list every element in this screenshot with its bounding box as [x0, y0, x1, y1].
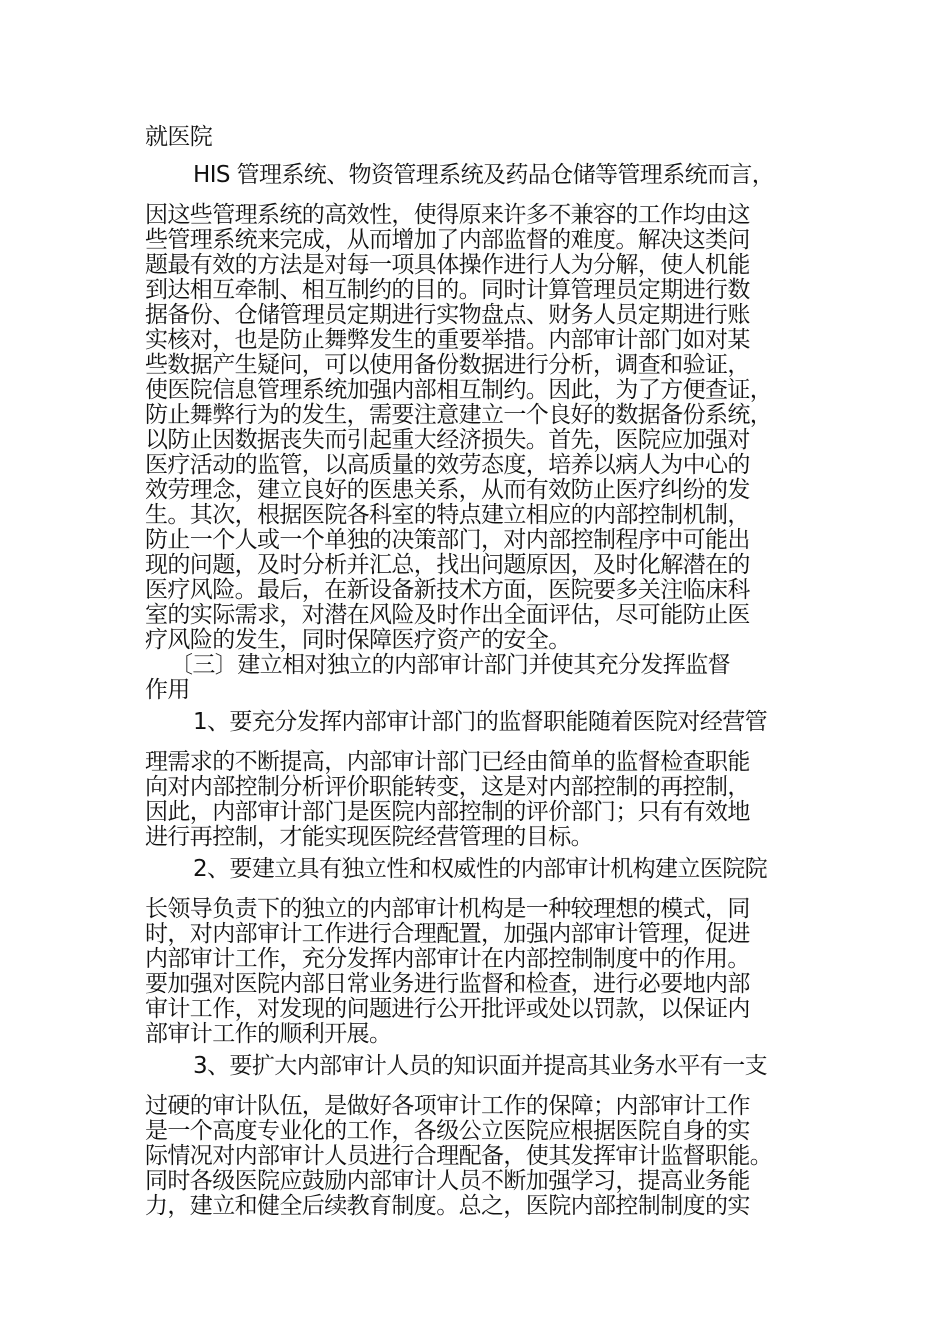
paragraph-line: 内部审计工作，充分发挥内部审计在内部控制制度中的作用。 [145, 946, 750, 972]
item-lead: 1、要充分发挥内部审计部门的监督职能随着医院对经营管 [193, 709, 768, 735]
paragraph-line: 向对内部控制分析评价职能转变，这是对内部控制的再控制， [145, 774, 750, 800]
paragraph-line: 医疗活动的监管，以高质量的效劳态度，培养以病人为中心的 [145, 452, 750, 478]
paragraph-line: 因这些管理系统的高效性，使得原来许多不兼容的工作均由这 [145, 202, 750, 228]
paragraph-line: 题最有效的方法是对每一项具体操作进行人为分解，使人机能 [145, 252, 750, 278]
item-lead: 2、要建立具有独立性和权威性的内部审计机构建立医院院 [193, 856, 768, 882]
paragraph-line: 使医院信息管理系统加强内部相互制约。因此，为了方便查证， [145, 377, 773, 403]
paragraph-line: 医疗风险。最后，在新设备新技术方面，医院要多关注临床科 [145, 577, 750, 603]
paragraph-line: 同时各级医院应鼓励内部审计人员不断加强学习，提高业务能 [145, 1168, 750, 1194]
paragraph-line: 些数据产生疑问，可以使用备份数据进行分析，调查和验证， [145, 352, 750, 378]
paragraph-line: 进行再控制，才能实现医院经营管理的目标。 [145, 824, 594, 850]
paragraph-line: 疗风险的发生，同时保障医疗资产的安全。 [145, 627, 571, 653]
paragraph-line: 力，建立和健全后续教育制度。总之，医院内部控制制度的实 [145, 1193, 750, 1219]
paragraph-line: 防止一个人或一个单独的决策部门，对内部控制程序中可能出 [145, 527, 750, 553]
paragraph-line: 际情况对内部审计人员进行合理配备，使其发挥审计监督职能。 [145, 1143, 773, 1169]
paragraph-line: 部审计工作的顺利开展。 [145, 1021, 392, 1047]
paragraph-line: 室的实际需求，对潜在风险及时作出全面评估，尽可能防止医 [145, 602, 750, 628]
paragraph-line: 效劳理念，建立良好的医患关系，从而有效防止医疗纠纷的发 [145, 477, 750, 503]
paragraph-line: 是一个高度专业化的工作，各级公立医院应根据医院自身的实 [145, 1118, 750, 1144]
paragraph-line: 防止舞弊行为的发生，需要注意建立一个良好的数据备份系统， [145, 402, 773, 428]
heading-fragment: 就医院 [145, 124, 213, 150]
paragraph-line: 因此，内部审计部门是医院内部控制的评价部门；只有有效地 [145, 799, 750, 825]
paragraph-line: 理需求的不断提高，内部审计部门已经由简单的监督检查职能 [145, 749, 750, 775]
paragraph-line: 实核对，也是防止舞弊发生的重要举措。内部审计部门如对某 [145, 327, 750, 353]
paragraph-line: 以防止因数据丧失而引起重大经济损失。首先，医院应加强对 [145, 427, 750, 453]
paragraph-line: 生。其次，根据医院各科室的特点建立相应的内部控制机制， [145, 502, 750, 528]
section-heading: 〔三〕建立相对独立的内部审计部门并使其充分发挥监督 [170, 652, 731, 678]
paragraph-line: 审计工作，对发现的问题进行公开批评或处以罚款，以保证内 [145, 996, 750, 1022]
paragraph-line: 据备份、仓储管理员定期进行实物盘点、财务人员定期进行账 [145, 302, 750, 328]
paragraph-line: 时，对内部审计工作进行合理配置，加强内部审计管理，促进 [145, 921, 750, 947]
paragraph-line: 到达相互牵制、相互制约的目的。同时计算管理员定期进行数 [145, 277, 750, 303]
paragraph-line: 些管理系统来完成，从而增加了内部监督的难度。解决这类问 [145, 227, 750, 253]
section-heading-continued: 作用 [145, 677, 190, 703]
paragraph-line: 要加强对医院内部日常业务进行监督和检查，进行必要地内部 [145, 971, 750, 997]
paragraph-line: 过硬的审计队伍，是做好各项审计工作的保障；内部审计工作 [145, 1093, 750, 1119]
paragraph-lead: HIS 管理系统、物资管理系统及药品仓储等管理系统而言， [193, 162, 775, 188]
paragraph-line: 长领导负责下的独立的内部审计机构是一种较理想的模式，同 [145, 896, 750, 922]
item-lead: 3、要扩大内部审计人员的知识面并提高其业务水平有一支 [193, 1053, 768, 1079]
paragraph-line: 现的问题，及时分析并汇总，找出问题原因，及时化解潜在的 [145, 552, 750, 578]
